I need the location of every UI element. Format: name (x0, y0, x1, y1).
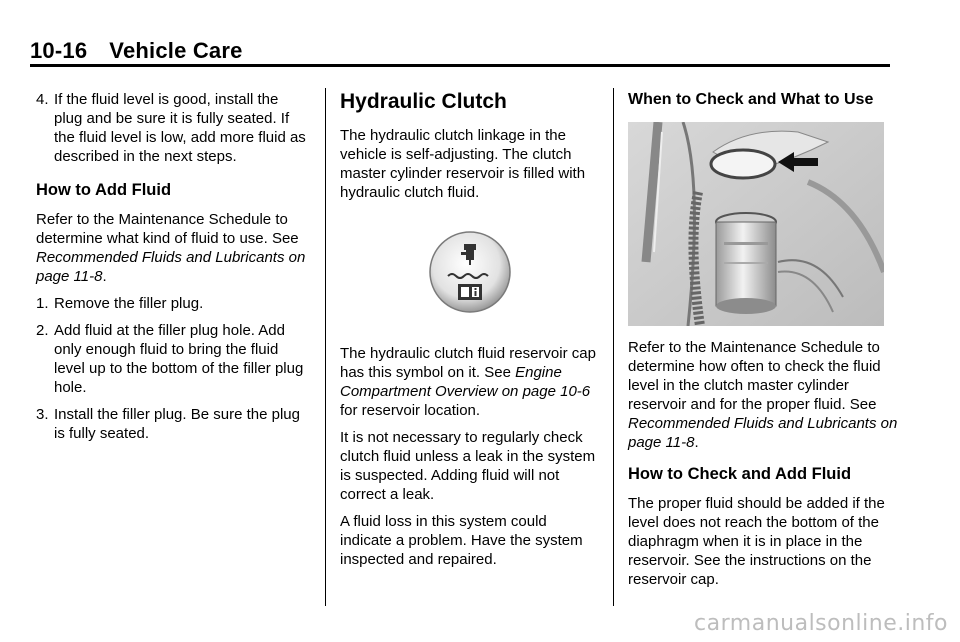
paragraph-end: . (694, 434, 699, 451)
paragraph: It is not necessary to regularly check clutch fluid unless a leak in the system is suspected. Adding fluid will not correct a leak. (340, 429, 596, 503)
paragraph (628, 338, 898, 452)
watermark: carmanualsonline.info (694, 611, 948, 636)
list-text: If the fluid level is good, install the plug and be sure it is fully seated. If the fluid level is low, add more fluid as described in the next steps. (54, 91, 306, 165)
column-divider (325, 88, 326, 606)
section-heading: When to Check and What to Use (628, 91, 874, 108)
page-title: Hydraulic Clutch (340, 90, 507, 113)
cross-reference: Recommended Fluids and Lubricants on page 11-8 (36, 249, 306, 285)
paragraph-end: for reservoir location. (340, 402, 481, 419)
page-header (30, 38, 243, 64)
header-rule (30, 64, 890, 67)
paragraph: A fluid loss in this system could indicate a problem. Have the system inspected and repaired. (340, 513, 583, 568)
section-heading: How to Check and Add Fluid (628, 465, 852, 483)
page-number: 10-16 (30, 38, 88, 63)
paragraph-text: Refer to the Maintenance Schedule to determine what kind of fluid to use. See (36, 211, 299, 247)
paragraph-end: . (102, 268, 107, 285)
cross-reference: Recommended Fluids and Lubricants on page 11-8 (628, 415, 898, 451)
clutch-reservoir-photo-icon (628, 122, 884, 326)
list-item (36, 294, 308, 313)
list-number: 1. (36, 295, 49, 312)
section-title: Vehicle Care (109, 38, 243, 63)
column-3 (628, 90, 898, 597)
paragraph-text: The hydraulic clutch fluid reservoir cap has this symbol on it. See (340, 345, 596, 381)
list-text: Remove the filler plug. (54, 295, 204, 312)
list-number: 3. (36, 406, 49, 423)
list-item (36, 321, 308, 397)
list-number: 2. (36, 322, 49, 339)
paragraph-text: Refer to the Maintenance Schedule to determine how often to check the fluid level in the clutch master cylinder reservoir and for the proper fluid. See (628, 339, 881, 413)
paragraph: The hydraulic clutch linkage in the vehicle is self-adjusting. The clutch master cylinder reservoir is filled with hydraulic clutch fluid. (340, 127, 586, 201)
paragraph (340, 344, 600, 420)
paragraph: The proper fluid should be added if the level does not reach the bottom of the diaphragm when it is in place in the reservoir. See the instructions on the reservoir cap. (628, 495, 885, 588)
section-heading: How to Add Fluid (36, 181, 172, 199)
symbol-container (340, 230, 600, 314)
list-item (36, 90, 308, 166)
clutch-fluid-symbol-icon (428, 230, 512, 314)
list-text: Install the filler plug. Be sure the plug is fully seated. (54, 406, 300, 442)
list-item (36, 405, 308, 443)
paragraph (36, 210, 308, 286)
column-1 (36, 90, 308, 451)
column-divider (613, 88, 614, 606)
column-2 (340, 90, 600, 577)
list-text: Add fluid at the filler plug hole. Add only enough fluid to bring the fluid level up to the bottom of the filler plug hole. (54, 322, 304, 396)
cross-reference: Engine Compartment Overview on page 10-6 (340, 364, 591, 400)
list-number: 4. (36, 91, 49, 108)
